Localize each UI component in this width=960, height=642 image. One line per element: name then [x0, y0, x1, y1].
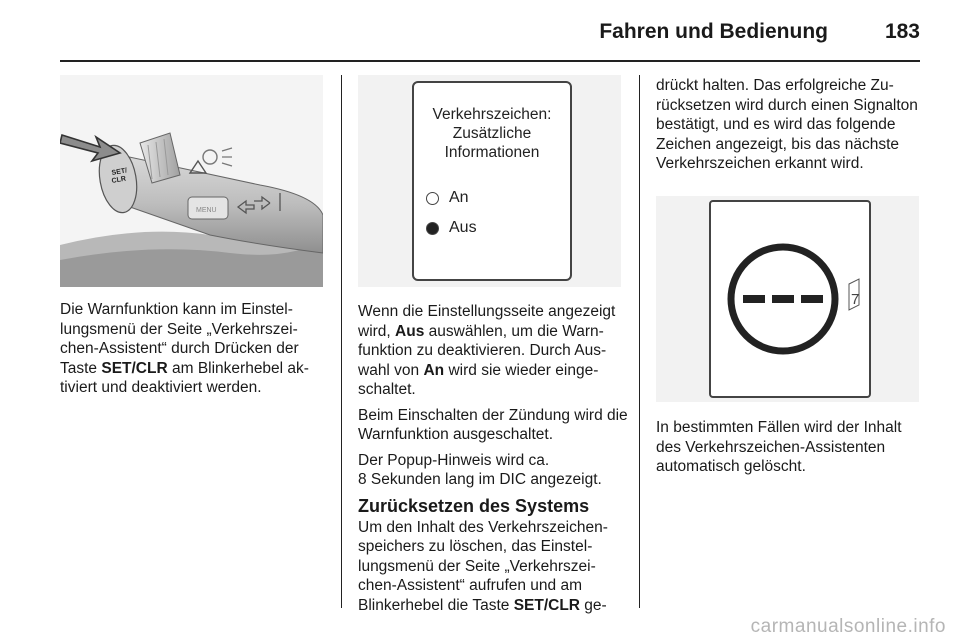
option-aus-bold: Aus [395, 322, 425, 340]
column-1 [60, 300, 330, 404]
column2-paragraph-4 [358, 518, 628, 616]
section-heading: Zurücksetzen des Systems [358, 495, 590, 516]
menu-title-line1: Verkehrszeichen: [432, 106, 552, 123]
text-span: Wenn die Einstellungsseite angezeigt wird, [358, 303, 616, 340]
stalk-drawing [60, 75, 323, 287]
option-on-label: An [449, 189, 469, 206]
text-span: 8 Sekunden lang im DIC angezeigt. [358, 471, 602, 488]
column-3-lower [656, 418, 921, 483]
column2-paragraph-1 [358, 302, 628, 400]
option-an-bold: An [423, 361, 445, 379]
column2-paragraph-2: Beim Einschalten der Zündung wird die Warnfunktion ausgeschaltet. [358, 406, 628, 443]
text-span: Der Popup-Hinweis wird ca. [358, 451, 550, 469]
menu-title-line3: Informationen [444, 144, 540, 161]
radio-selected-icon [426, 222, 439, 235]
dic-screen-sign [709, 200, 871, 398]
menu-option-on [426, 189, 469, 207]
menu-option-off [426, 219, 477, 237]
text-span: Die Warnfunktion kann im Einstellungsmenü der Seite „Verkehrszeichen-Assistent“ durch Drücken der Taste [60, 301, 299, 377]
text-span: am Blinkerhebel aktiviert und deaktiviert werden. [60, 359, 309, 396]
page-number: 183 [884, 20, 920, 43]
column3-paragraph-2: In bestimmten Fällen wird der Inhalt des Verkehrszeichen-Assistenten automatisch gelöscht. [656, 419, 902, 475]
end-of-restrictions-sign-icon [711, 202, 869, 396]
traffic-sign-menu-illustration [358, 75, 621, 287]
info-digit: 7 [851, 291, 860, 308]
set-clr-label-line2: CLR [111, 175, 127, 185]
column2-paragraph-3 [358, 451, 628, 490]
header-divider [60, 60, 920, 62]
text-span: wird sie wieder eingeschaltet. [358, 361, 599, 398]
watermark: carmanualsonline.info [750, 616, 946, 637]
column3-paragraph-1: drückt halten. Das erfolgreiche Zurücksetzen wird durch einen Signalton bestätigt, und es wird das folgende Zeichen angezeigt, bis das nächste Verkehrszeichen erkannt wird. [656, 77, 918, 172]
text-span: auswählen, um die Warnfunktion zu deaktivieren. Durch Auswahl von [358, 322, 607, 379]
menu-title-line2: Zusätzliche [452, 125, 532, 142]
page-header-title: Fahren und Bedienung [599, 20, 828, 43]
option-off-label: Aus [449, 219, 477, 236]
text-span: Um den Inhalt des Verkehrszeichenspeichers zu löschen, das Einstellungsmenü der Seite „Verkehrszeichen-Assistent“ aufrufen und am Blinkerhebel die Taste [358, 518, 608, 614]
text-span: ge- [580, 596, 607, 614]
radio-unselected-icon [426, 192, 439, 205]
menu-title [414, 105, 570, 162]
turn-signal-stalk-illustration [60, 75, 323, 287]
column-divider-2 [639, 75, 640, 608]
menu-button-label: MENU [196, 207, 217, 214]
column1-paragraph [60, 300, 330, 398]
column-3 [656, 76, 921, 180]
key-set-clr-2: SET/CLR [513, 596, 580, 614]
reset-sign-illustration [656, 196, 919, 402]
dic-screen [412, 81, 572, 281]
set-clr-label-line1: SET/ [111, 167, 128, 177]
column-divider-1 [341, 75, 342, 608]
column-2 [358, 302, 628, 621]
key-set-clr: SET/CLR [101, 359, 168, 377]
